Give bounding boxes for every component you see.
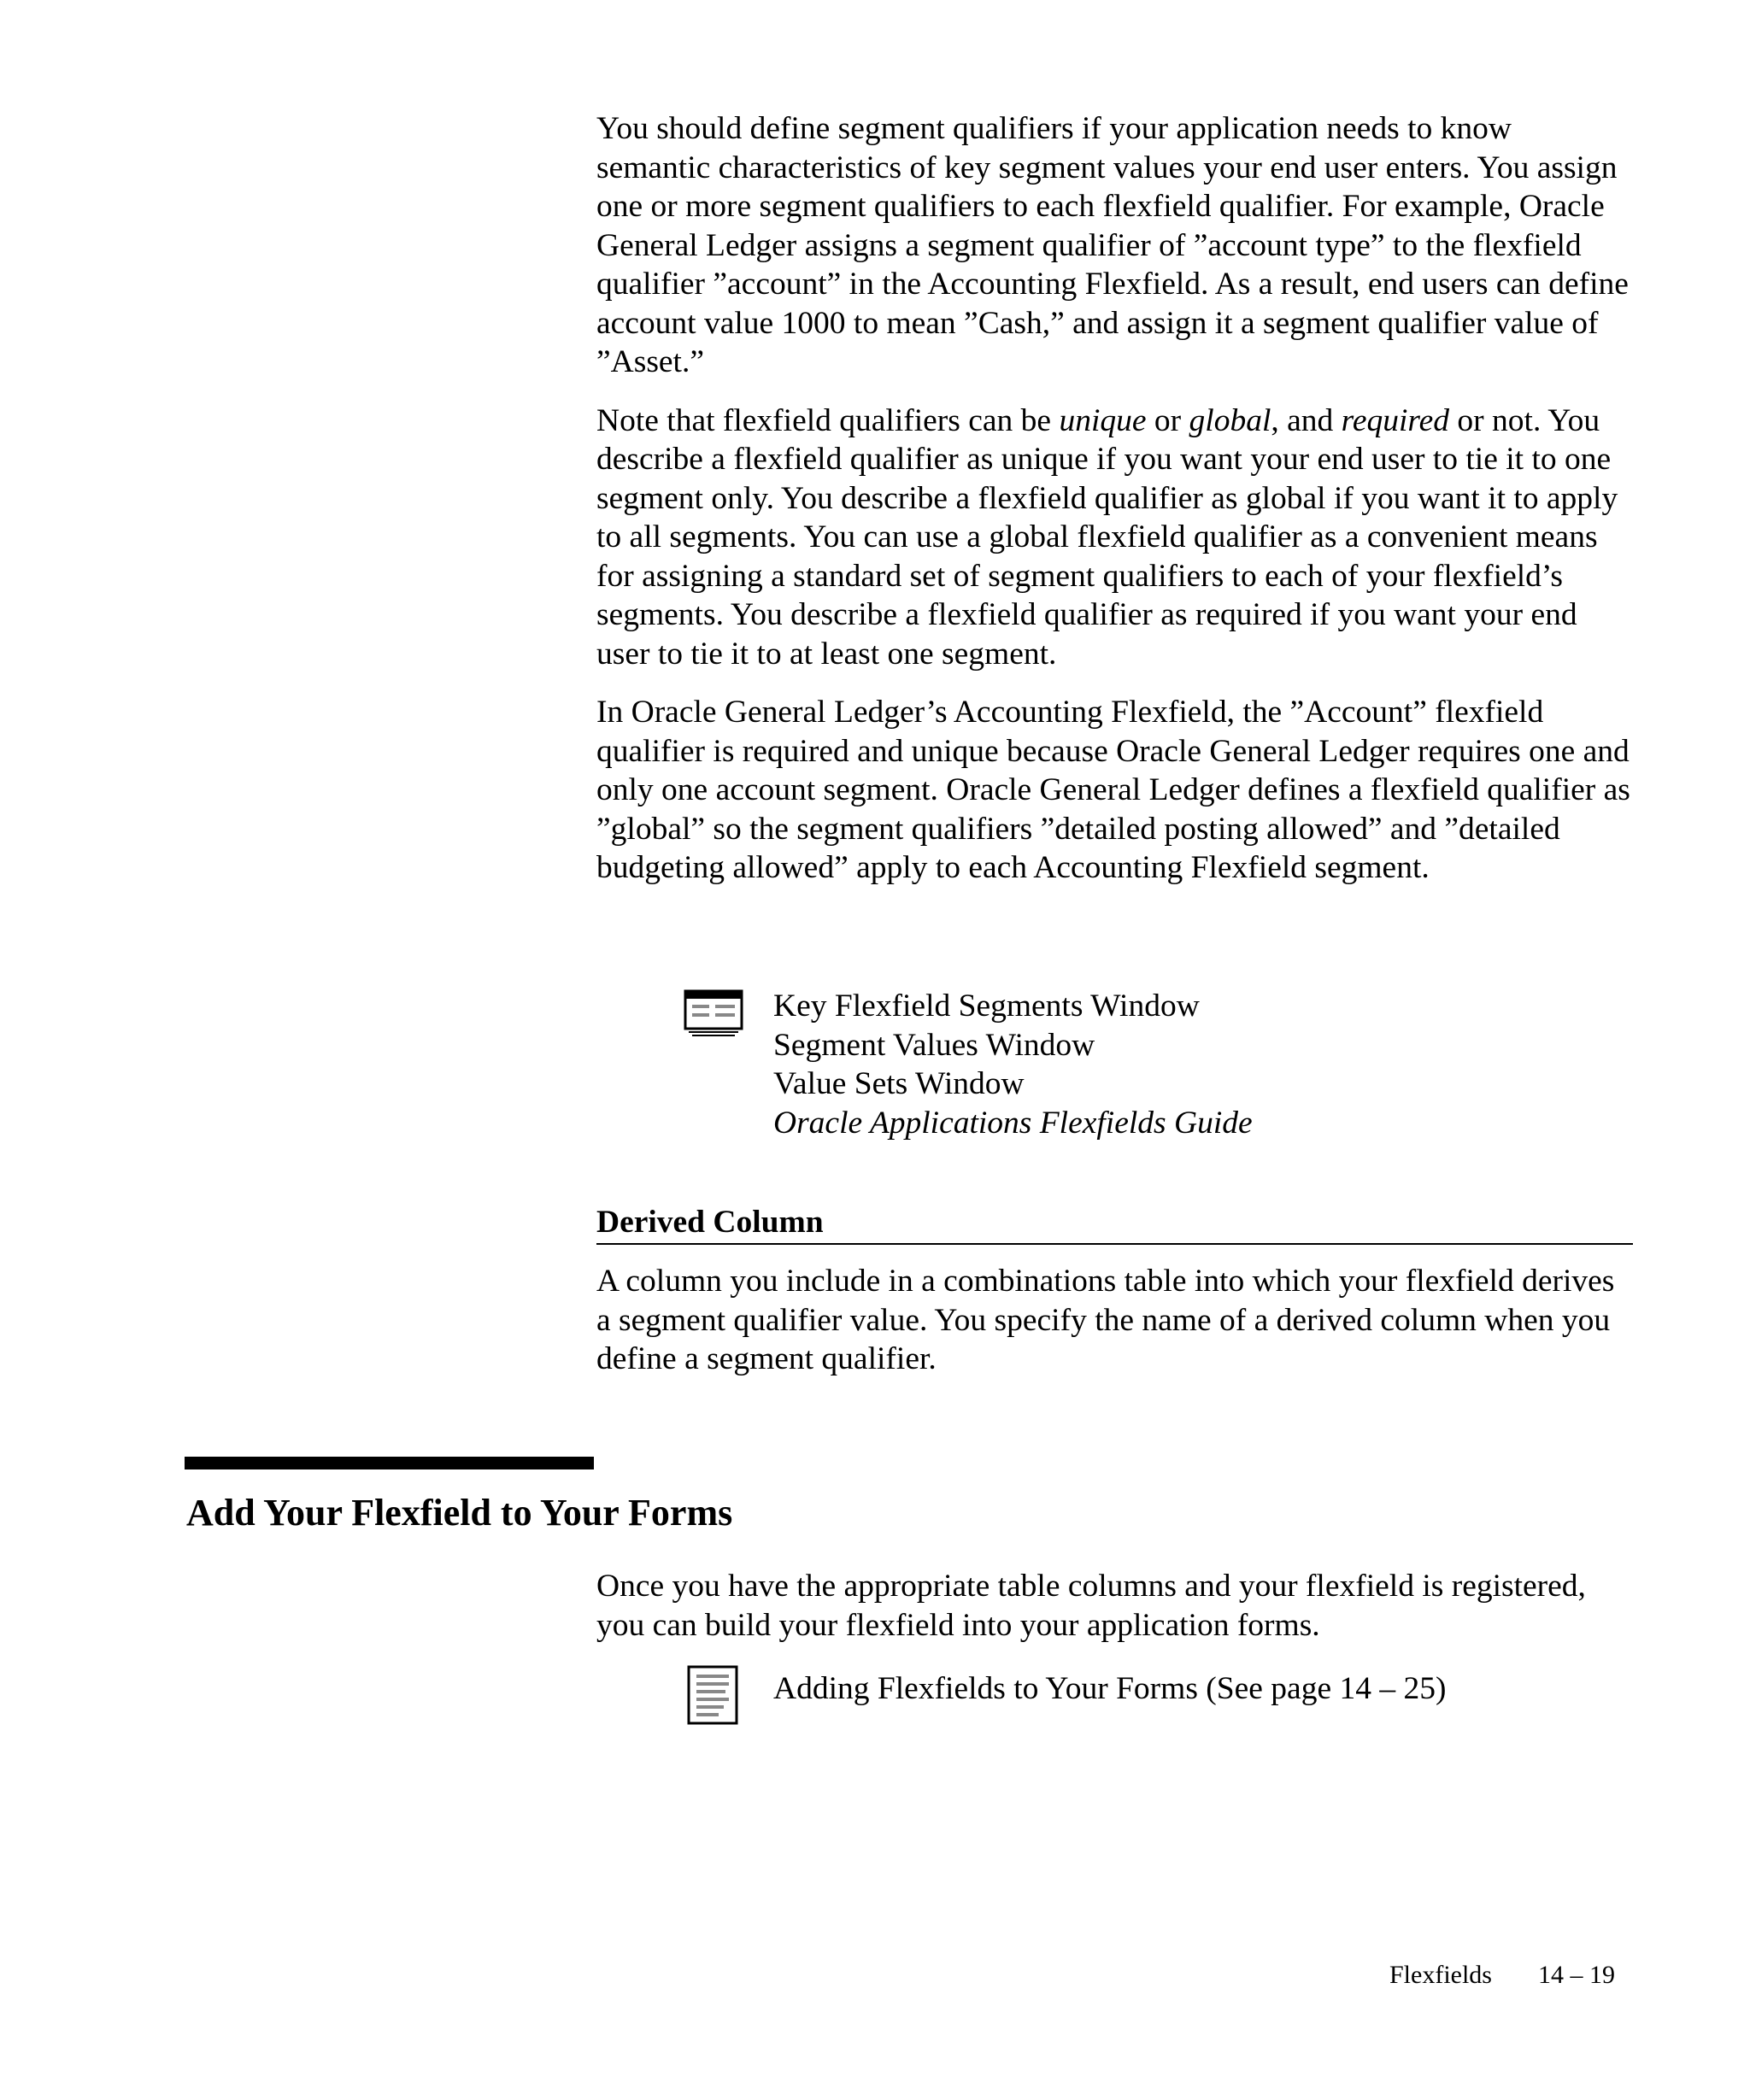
section-body <box>596 109 1633 907</box>
footer-chapter: Flexfields <box>1389 1961 1492 1989</box>
ref-flexfields-guide[interactable]: Oracle Applications Flexfields Guide <box>773 1105 1253 1141</box>
add-section-body <box>596 1567 1633 1664</box>
paragraph-derived-column: A column you include in a combinations table into which your flexfield derives a segment qualifier value. You specify the name of a derived column when you define a segment qualifier. <box>596 1264 1615 1376</box>
window-icon <box>684 989 743 1037</box>
text-run: or <box>1146 402 1189 438</box>
text-run: or not. You describe a flexfield qualifier as unique if you want your end user to tie it to one segment only. You describe a flexfield qualifier as global if you want it to apply to all segments. You can use a global flexfield qualifier as a convenient means for assigning a standard set of segment qualifiers to each of your flexfield’s segments. You describe a flexfield qualifier as required if you want your end user to tie it to at least one segment. <box>596 402 1618 672</box>
paragraph-qualifier-types <box>596 402 1633 674</box>
emphasis-required: required <box>1341 402 1450 438</box>
section-heading-add-flexfield: Add Your Flexfield to Your Forms <box>186 1492 733 1534</box>
paragraph-segment-qualifiers: You should define segment qualifiers if your application needs to know semantic characteristics of key segment values your end user enters. You assign one or more segment qualifiers to each flexfield qualifier. For example, Oracle General Ledger assigns a segment qualifier of ”account type” to the flexfield qualifier ”account” in the Accounting Flexfield. As a result, end users can define account value 1000 to mean ”Cash,” and assign it a segment qualifier value of ”Asset.” <box>596 111 1629 379</box>
footer-page-number: 14 – 19 <box>1538 1961 1615 1989</box>
derived-column-heading: Derived Column <box>596 1203 1633 1245</box>
emphasis-global: global <box>1189 402 1271 438</box>
ref-segment-values-window[interactable]: Segment Values Window <box>773 1027 1095 1063</box>
text-run: Note that flexfield qualifiers can be <box>596 402 1060 438</box>
emphasis-unique: unique <box>1059 402 1147 438</box>
document-references <box>773 1669 1446 1709</box>
document-icon <box>686 1664 739 1726</box>
ref-value-sets-window[interactable]: Value Sets Window <box>773 1066 1025 1101</box>
section-rule <box>185 1457 594 1469</box>
text-run: , and <box>1271 402 1342 438</box>
window-references <box>773 987 1253 1142</box>
ref-key-flexfield-segments-window[interactable]: Key Flexfield Segments Window <box>773 988 1200 1024</box>
link-adding-flexfields[interactable]: Adding Flexfields to Your Forms (See page 14 – 25) <box>773 1671 1447 1706</box>
derived-column-body <box>596 1262 1633 1399</box>
paragraph-general-ledger: In Oracle General Ledger’s Accounting Flexfield, the ”Account” flexfield qualifier is required and unique because Oracle General Ledger requires one and only one account segment. Oracle General Ledger defines a flexfield qualifier as ”global” so the segment qualifiers ”detailed posting allowed” and ”detailed budgeting allowed” apply to each Accounting Flexfield segment. <box>596 695 1630 885</box>
paragraph-add-flexfield: Once you have the appropriate table columns and your flexfield is registered, you can build your flexfield into your application forms. <box>596 1569 1586 1643</box>
